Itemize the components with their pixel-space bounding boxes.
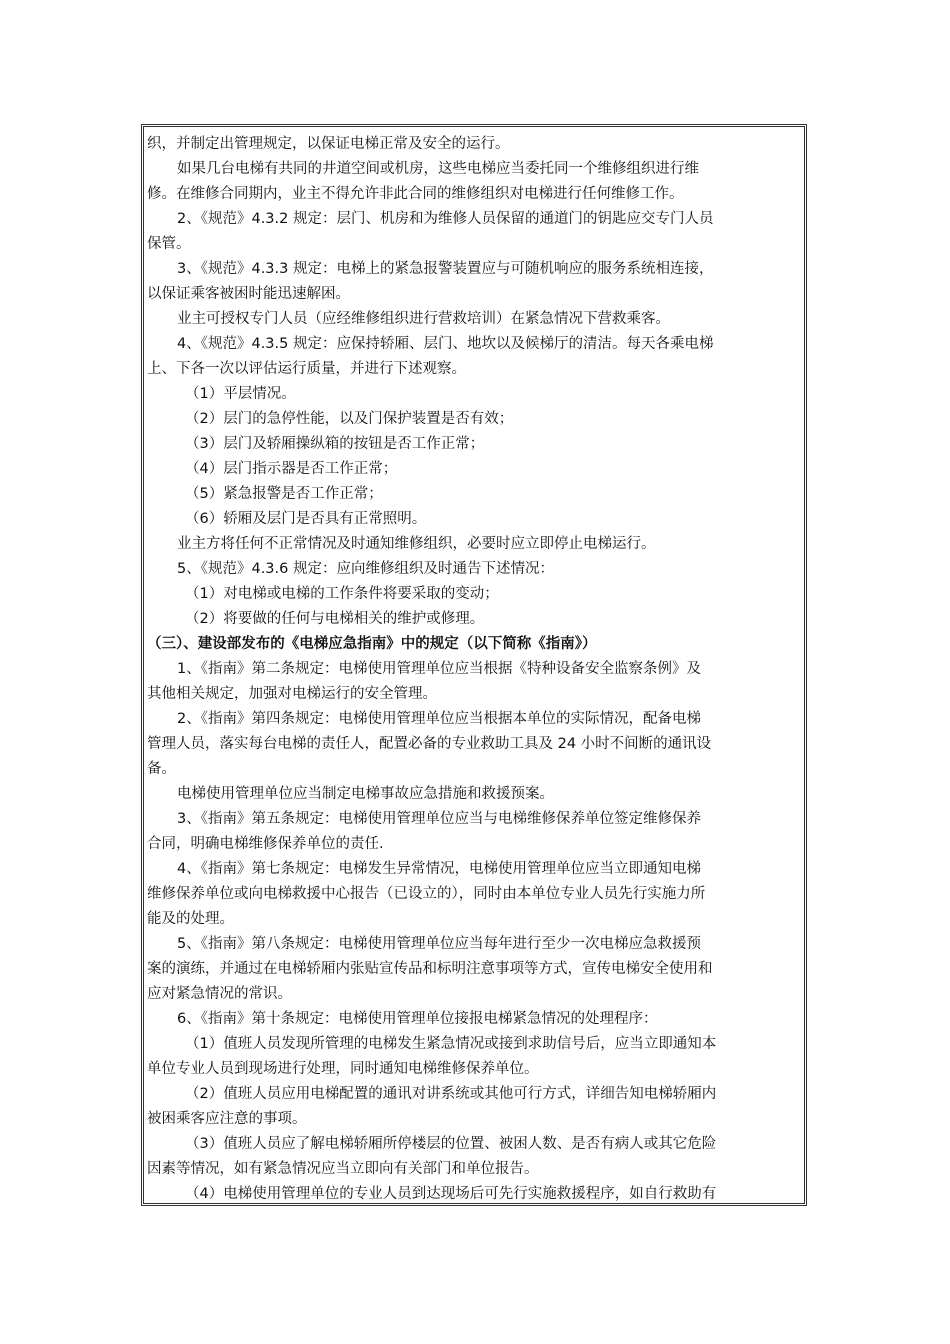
text-line: 案的演练，并通过在电梯轿厢内张贴宣传品和标明注意事项等方式，宣传电梯安全使用和 [147, 961, 713, 977]
text-line: 业主可授权专门人员（应经维修组织进行营救培训）在紧急情况下营救乘客。 [177, 311, 670, 327]
text-line: 3、《规范》4.3.3 规定：电梯上的紧急报警装置应与可随机响应的服务系统相连接， [177, 261, 714, 277]
text-line: （3）值班人员应了解电梯轿厢所停楼层的位置、被困人数、是否有病人或其它危险 [185, 1136, 717, 1152]
text-line: 业主方将任何不正常情况及时通知维修组织，必要时应立即停止电梯运行。 [177, 536, 656, 552]
text-line: 5、《指南》第八条规定：电梯使用管理单位应当每年进行至少一次电梯应急救援预 [177, 936, 701, 952]
text-line: （1）平层情况。 [185, 386, 296, 402]
text-line: 能及的处理。 [147, 911, 234, 927]
text-line: （2）值班人员应用电梯配置的通讯对讲系统或其他可行方式，详细告知电梯轿厢内 [185, 1086, 717, 1102]
text-line: 4、《规范》4.3.5 规定：应保持轿厢、层门、地坎以及候梯厅的清洁。每天各乘电梯 [177, 336, 714, 352]
document-body [147, 132, 799, 1207]
text-line: 应对紧急情况的常识。 [147, 986, 292, 1002]
text-line: 3、《指南》第五条规定：电梯使用管理单位应当与电梯维修保养单位签定维修保养 [177, 811, 701, 827]
text-line: 6、《指南》第十条规定：电梯使用管理单位接报电梯紧急情况的处理程序： [177, 1011, 658, 1027]
text-line: （1）对电梯或电梯的工作条件将要采取的变动； [185, 586, 499, 602]
text-line: 2、《规范》4.3.2 规定：层门、机房和为维修人员保留的通道门的钥匙应交专门人员 [177, 211, 714, 227]
text-line: 以保证乘客被困时能迅速解困。 [147, 286, 350, 302]
text-line: 1、《指南》第二条规定：电梯使用管理单位应当根据《特种设备安全监察条例》及 [177, 661, 701, 677]
text-line: 2、《指南》第四条规定：电梯使用管理单位应当根据本单位的实际情况，配备电梯 [177, 711, 701, 727]
text-line: （2）将要做的任何与电梯相关的维护或修理。 [185, 611, 485, 627]
text-line: （1）值班人员发现所管理的电梯发生紧急情况或接到求助信号后，应当立即通知本 [185, 1036, 717, 1052]
text-line: 如果几台电梯有共同的井道空间或机房，这些电梯应当委托同一个维修组织进行维 [177, 161, 699, 177]
text-line: 被困乘客应注意的事项。 [147, 1111, 307, 1127]
text-line: 备。 [147, 761, 176, 777]
text-line: 合同，明确电梯维修保养单位的责任. [147, 836, 384, 852]
text-line: （2）层门的急停性能，以及门保护装置是否有效； [185, 411, 514, 427]
text-line: 4、《指南》第七条规定：电梯发生异常情况，电梯使用管理单位应当立即通知电梯 [177, 861, 701, 877]
text-line: 上、下各一次以评估运行质量，并进行下述观察。 [147, 361, 466, 377]
text-line: （5）紧急报警是否工作正常； [185, 486, 383, 502]
text-line: 5、《规范》4.3.6 规定：应向维修组织及时通告下述情况： [177, 561, 554, 577]
text-line: 管理人员，落实每台电梯的责任人，配置必备的专业救助工具及 24 小时不间断的通讯设 [147, 736, 712, 752]
text-line: 维修保养单位或向电梯救援中心报告（已设立的），同时由本单位专业人员先行实施力所 [147, 886, 706, 902]
text-line: （3）层门及轿厢操纵箱的按钮是否工作正常； [185, 436, 485, 452]
text-line: （6）轿厢及层门是否具有正常照明。 [185, 511, 427, 527]
text-line: 电梯使用管理单位应当制定电梯事故应急措施和救援预案。 [177, 786, 554, 802]
text-line: 单位专业人员到现场进行处理，同时通知电梯维修保养单位。 [147, 1061, 539, 1077]
text-line: （4）电梯使用管理单位的专业人员到达现场后可先行实施救援程序，如自行救助有 [185, 1186, 717, 1202]
text-line: 保管。 [147, 236, 191, 252]
text-line: 修。在维修合同期内，业主不得允许非此合同的维修组织对电梯进行任何维修工作。 [147, 186, 684, 202]
section-heading: （三）、建设部发布的《电梯应急指南》中的规定（以下简称《指南》） [147, 636, 597, 652]
text-line: （4）层门指示器是否工作正常； [185, 461, 398, 477]
text-line: 其他相关规定，加强对电梯运行的安全管理。 [147, 686, 437, 702]
text-line: 因素等情况，如有紧急情况应当立即向有关部门和单位报告。 [147, 1161, 539, 1177]
text-line: 织，并制定出管理规定，以保证电梯正常及安全的运行。 [147, 136, 510, 152]
